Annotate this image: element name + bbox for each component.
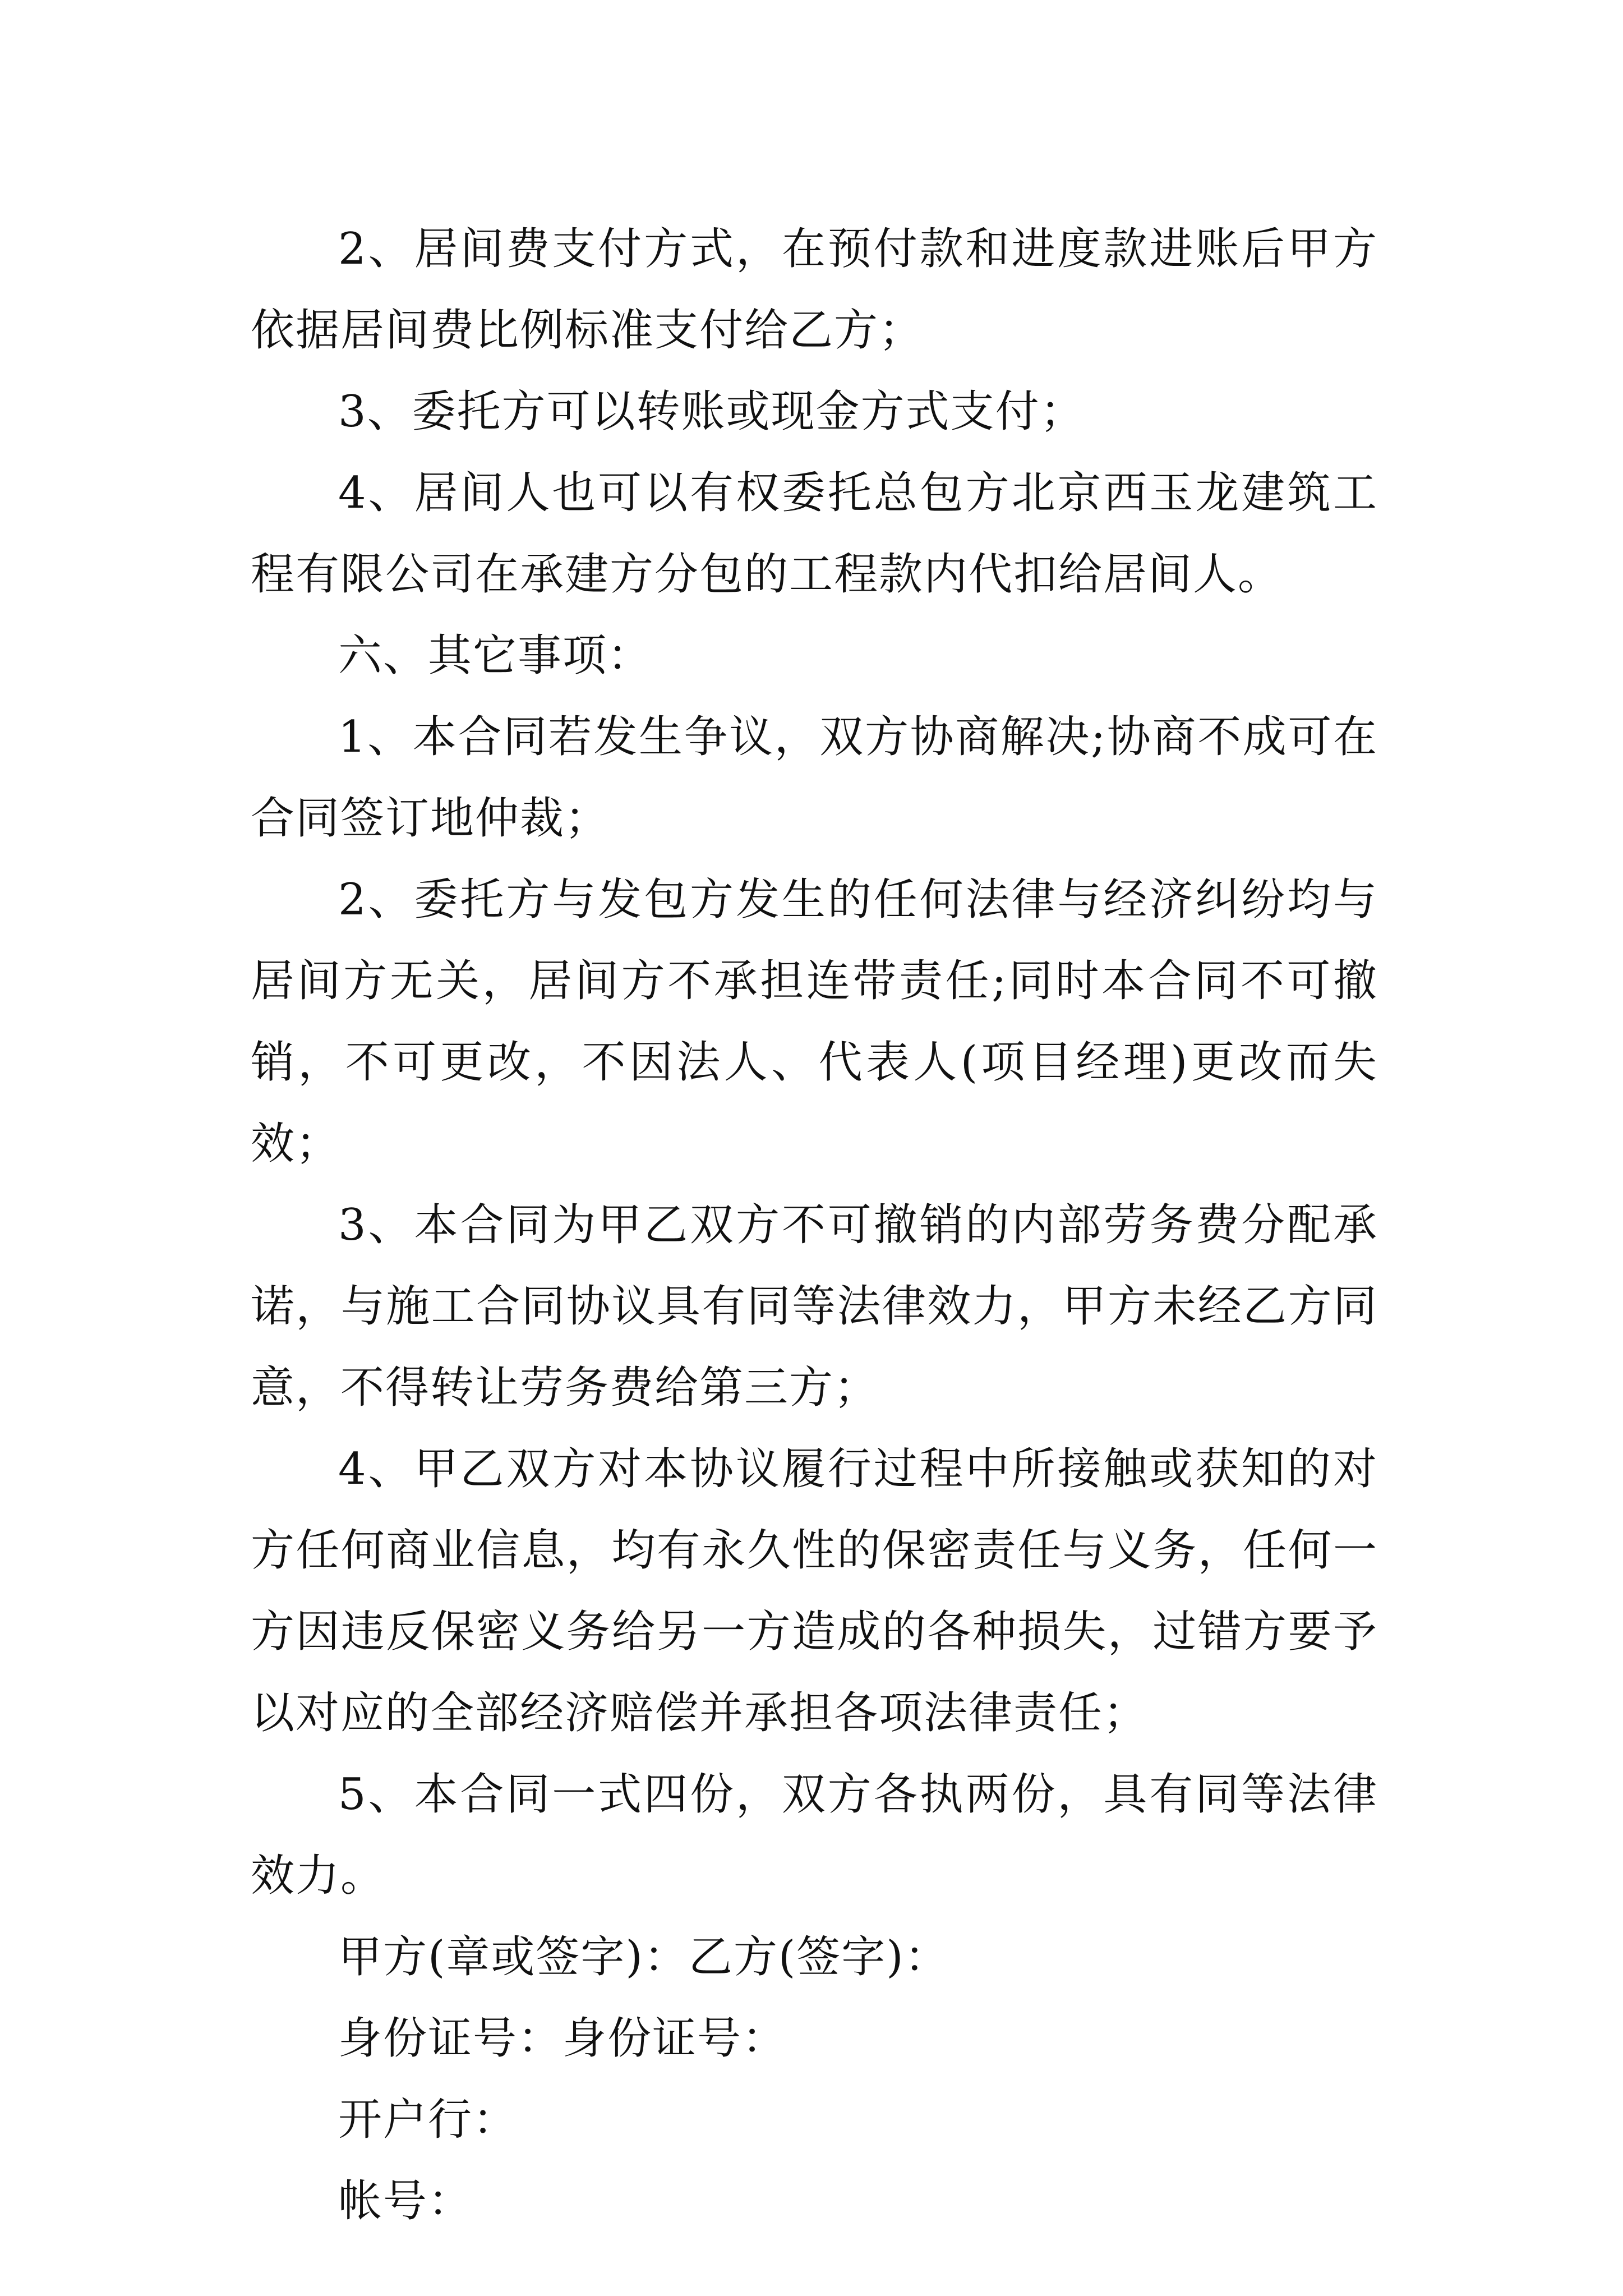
signature-line-parties: 甲方(章或签字)：乙方(签字)： [338,1932,949,1982]
clause-liability: 2、委托方与发包方发生的任何法律与经济纠纷均与居间方无关，居间方不承担连带责任;同时本合同不可撤销，不可更改，不因法人、代表人(项目经理)更改而失效； [251,875,1378,1169]
clause-payment-method: 2、居间费支付方式，在预付款和进度款进账后甲方依据居间费比例标准支付给乙方； [251,224,1378,356]
clause-payment-transfer: 3、委托方可以转账或现金方式支付； [338,386,1085,437]
clause-irrevocable: 3、本合同为甲乙双方不可撤销的内部劳务费分配承诺，与施工合同协议具有同等法律效力，甲方未经乙方同意，不得转让劳务费给第三方； [251,1200,1378,1413]
section-heading-other-matters: 六、其它事项： [338,631,653,681]
clause-payment-deduction: 4、居间人也可以有权委托总包方北京西玉龙建筑工程有限公司在承建方分包的工程款内代扣给居间人。 [251,468,1378,600]
signature-line-id-number: 身份证号：身份证号： [338,2013,787,2064]
clause-copies: 5、本合同一式四份，双方各执两份，具有同等法律效力。 [251,1769,1378,1901]
clause-confidentiality: 4、甲乙双方对本协议履行过程中所接触或获知的对方任何商业信息，均有永久性的保密责任与义务，任何一方因违反保密义务给另一方造成的各种损失，过错方要予以对应的全部经济赔偿并承担各项法律责任； [251,1444,1378,1738]
document-body [251,209,1378,2242]
signature-line-account: 帐号： [338,2176,473,2226]
clause-dispute: 1、本合同若发生争议，双方协商解决;协商不成可在合同签订地仲裁； [251,712,1378,844]
signature-line-bank: 开户行： [338,2095,518,2145]
